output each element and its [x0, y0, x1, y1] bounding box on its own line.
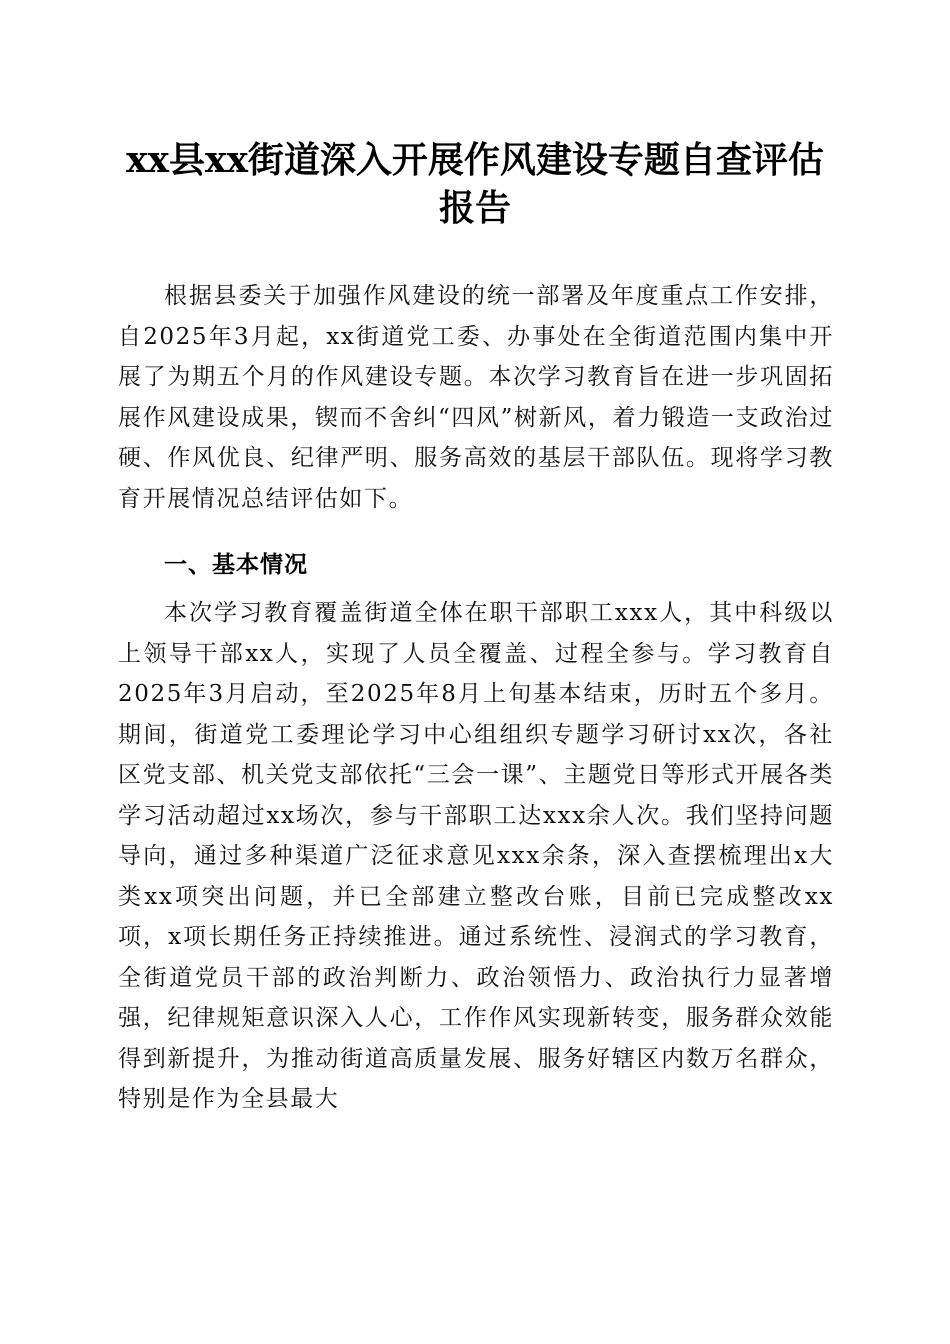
basic-situation-paragraph: 本次学习教育覆盖街道全体在职干部职工xxx人，其中科级以上领导干部xx人，实现了人员全覆盖、过程全参与。学习教育自2025年3月启动，至2025年8月上旬基本结束，历时五个多月。期间，街道党工委理论学习中心组组织专题学习研讨xx次，各社区党支部、机关党支部依托“三会一课”、主题党日等形式开展各类学习活动超过xx场次，参与干部职工达xxx余人次。我们坚持问题导向，通过多种渠道广泛征求意见xxx余条，深入查摆梳理出x大类xx项突出问题，并已全部建立整改台账，目前已完成整改xx项，x项长期任务正持续推进。通过系统性、浸润式的学习教育，全街道党员干部的政治判断力、政治领悟力、政治执行力显著增强，纪律规矩意识深入人心，工作作风实现新转变，服务群众效能得到新提升，为推动街道高质量发展、服务好辖区内数万名群众，特别是作为全县最大	[118, 600, 834, 1112]
section-heading-basic-situation: 一、基本情况	[164, 552, 308, 578]
title-line-2: 报告	[438, 187, 511, 229]
title-line-1: xx县xx街道深入开展作风建设专题自查评估	[126, 139, 824, 181]
document-title	[100, 136, 850, 232]
intro-paragraph: 根据县委关于加强作风建设的统一部署及年度重点工作安排，自2025年3月起，xx街道党工委、办事处在全街道范围内集中开展了为期五个月的作风建设专题。本次学习教育旨在进一步巩固拓展作风建设成果，锲而不舍纠“四风”树新风，着力锻造一支政治过硬、作风优良、纪律严明、服务高效的基层干部队伍。现将学习教育开展情况总结评估如下。	[118, 283, 834, 512]
